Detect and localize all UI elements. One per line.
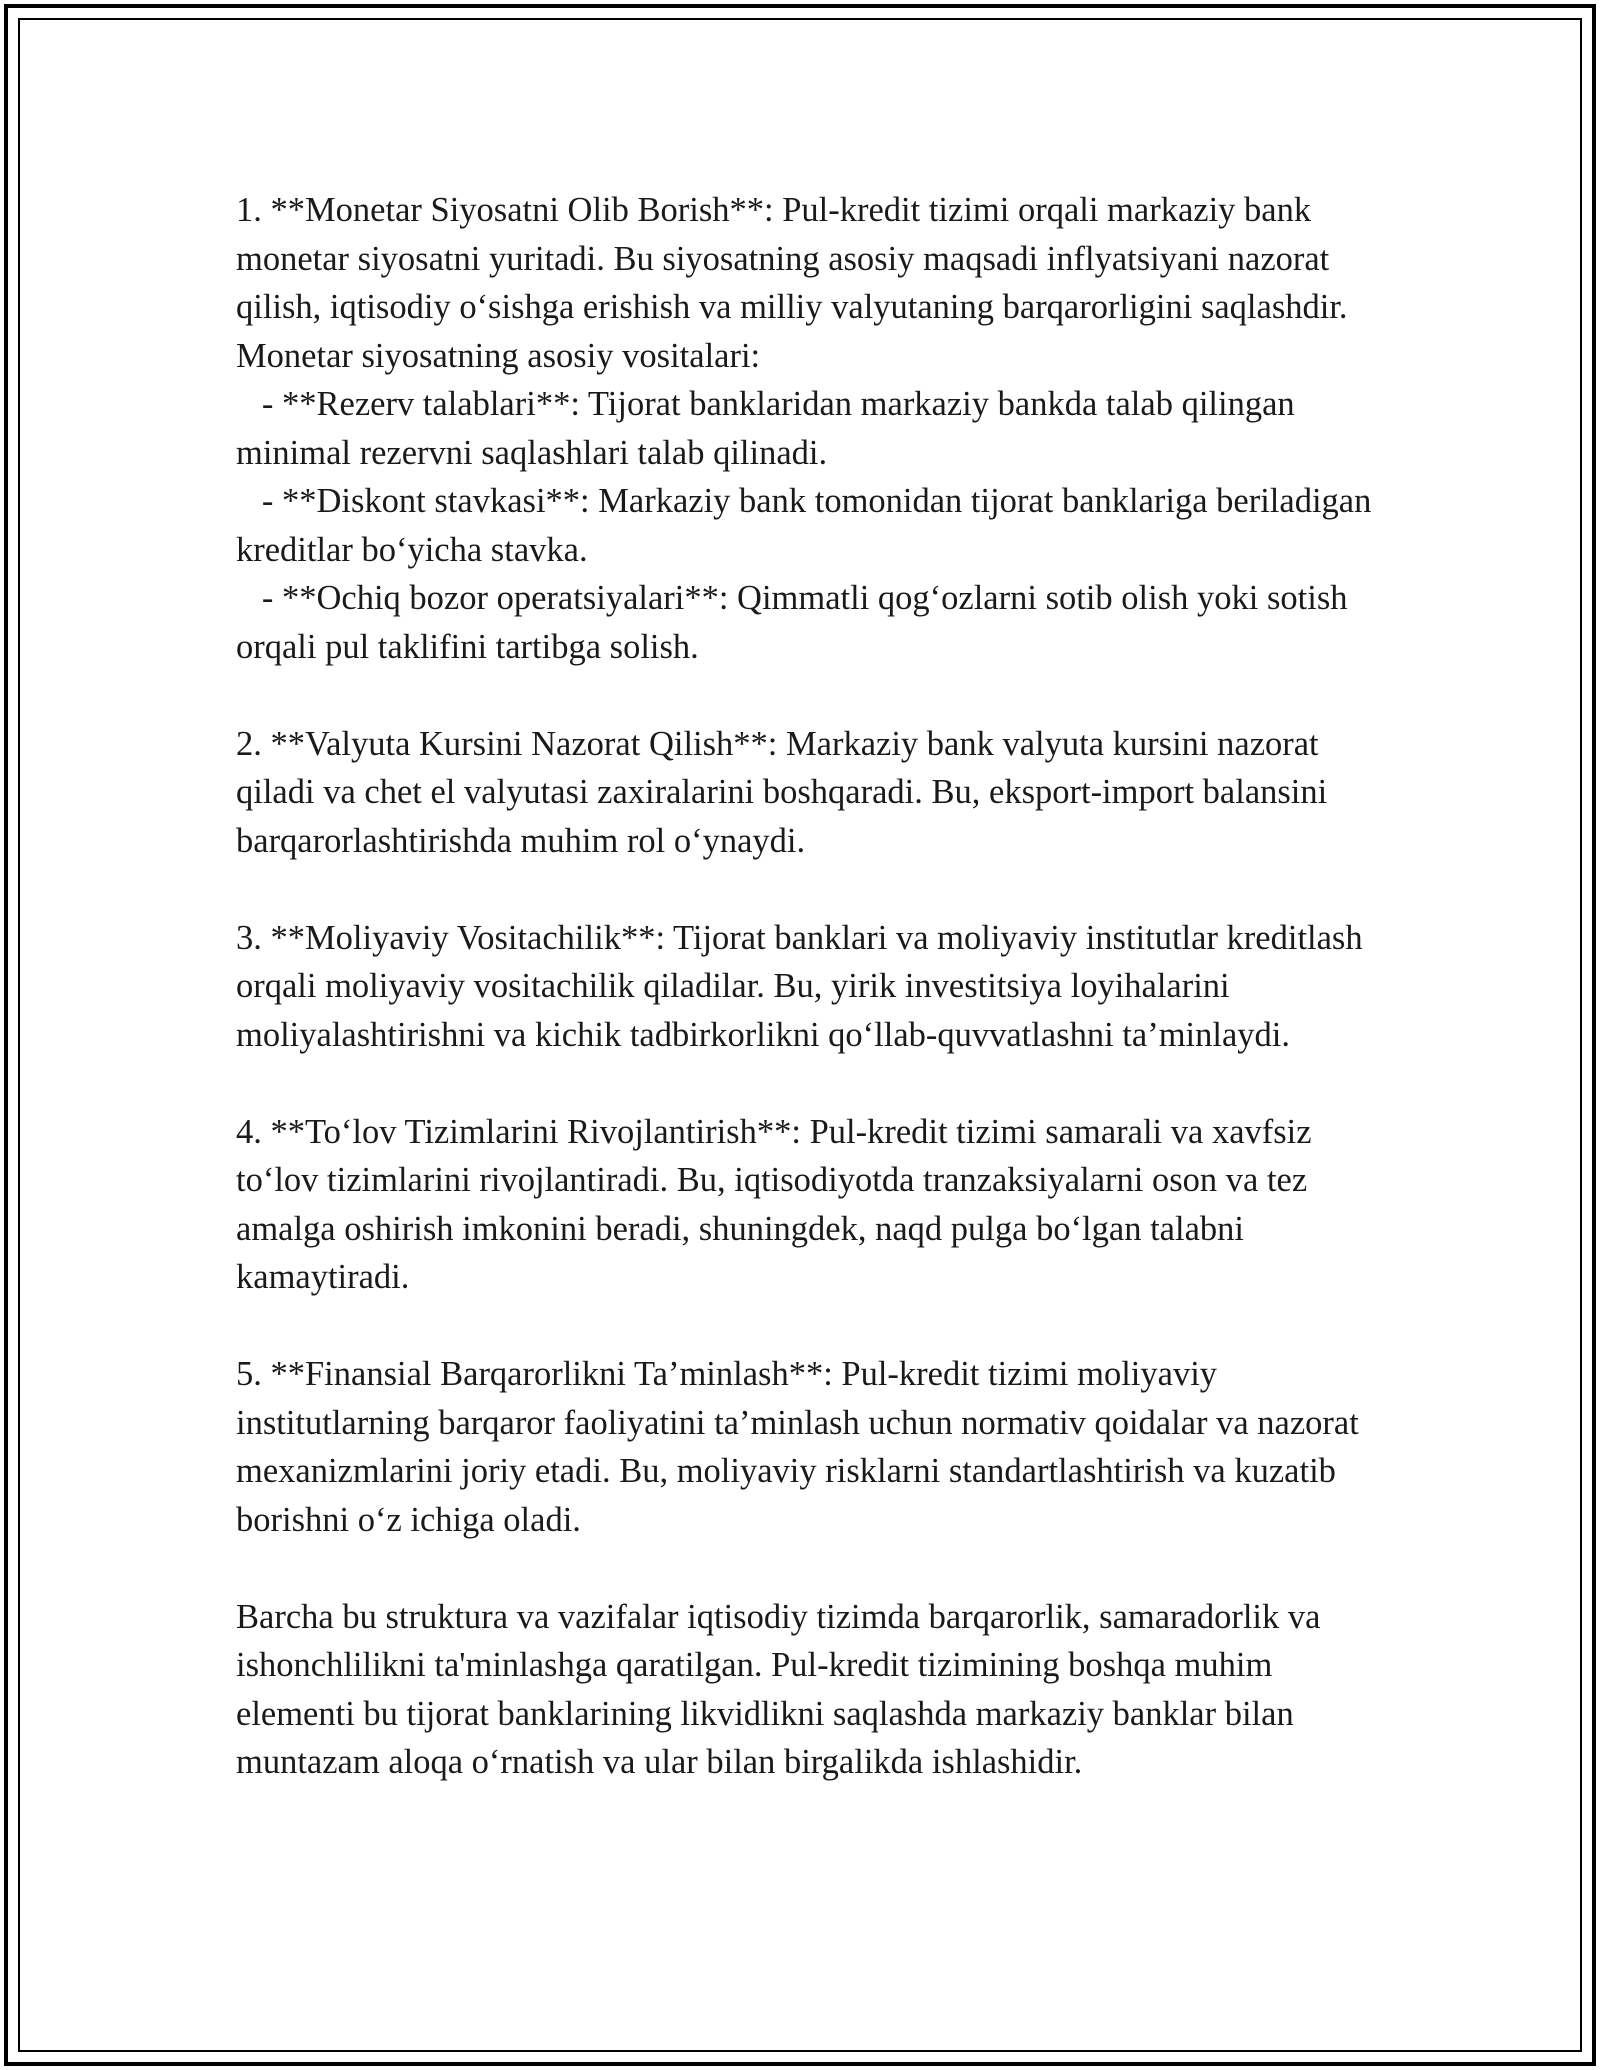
- section-4-paragraph: 4. **To‘lov Tizimlarini Rivojlantirish**: Pul-kredit tizimi samarali va xavfsiz to‘lov tizimlarini rivojlantiradi. Bu, iqtisodiyotda tranzaksiyalarni oson va tez amalga oshirish imkonini beradi, shuningdek, naqd pulga bo‘lgan talabni kamaytiradi.: [236, 1112, 1321, 1296]
- bullet-rezerv-talablari: - **Rezerv talablari**: Tijorat banklaridan markaziy bankda talab qilingan minimal rezervni saqlashlari talab qilinadi.: [236, 385, 1304, 472]
- bullet-ochiq-bozor: - **Ochiq bozor operatsiyalari**: Qimmatli qog‘ozlarni sotib olish yoki sotish orqali pul taklifini tartibga solish.: [236, 579, 1357, 666]
- paragraph-gap: [236, 865, 1386, 914]
- paragraph-gap: [236, 1544, 1386, 1593]
- paragraph-gap: [236, 1302, 1386, 1351]
- section-1-intro: 1. **Monetar Siyosatni Olib Borish**: Pul-kredit tizimi orqali markaziy bank monetar siyosatni yuritadi. Bu siyosatning asosiy maqsadi inflyatsiyani nazorat qilish, iqtisodiy o‘sishga erishish va milliy valyutaning barqarorligini saqlashdir. Monetar siyosatning asosiy vositalari:: [236, 191, 1357, 375]
- section-2-paragraph: 2. **Valyuta Kursini Nazorat Qilish**: Markaziy bank valyuta kursini nazorat qiladi va chet el valyutasi zaxiralarini boshqaradi. Bu, eksport-import balansini barqarorlashtirishda muhim rol o‘ynaydi.: [236, 724, 1336, 860]
- document-body: [236, 186, 1386, 1787]
- conclusion-paragraph: Barcha bu struktura va vazifalar iqtisodiy tizimda barqarorlik, samaradorlik va ishonchlilikni ta'minlashga qaratilgan. Pul-kredit tizimining boshqa muhim elementi bu tijorat banklarining likvidlikni saqlashda markaziy banklar bilan muntazam aloqa o‘rnatish va ular bilan birgalikda ishlashidir.: [236, 1597, 1330, 1781]
- section-5-paragraph: 5. **Finansial Barqarorlikni Ta’minlash**: Pul-kredit tizimi moliyaviy institutlarning barqaror faoliyatini ta’minlash uchun normativ qoidalar va nazorat mexanizmlarini joriy etadi. Bu, moliyaviy risklarni standartlashtirish va kuzatib borishni o‘z ichiga oladi.: [236, 1355, 1368, 1539]
- paragraph-gap: [236, 1059, 1386, 1108]
- paragraph-gap: [236, 671, 1386, 720]
- section-3-paragraph: 3. **Moliyaviy Vositachilik**: Tijorat banklari va moliyaviy institutlar kreditlash orqali moliyaviy vositachilik qiladilar. Bu, yirik investitsiya loyihalarini moliyalashtirishni va kichik tadbirkorlikni qo‘llab-quvvatlashni ta’minlaydi.: [236, 918, 1372, 1054]
- bullet-diskont-stavkasi: - **Diskont stavkasi**: Markaziy bank tomonidan tijorat banklariga beriladigan kreditlar bo‘yicha stavka.: [236, 482, 1380, 569]
